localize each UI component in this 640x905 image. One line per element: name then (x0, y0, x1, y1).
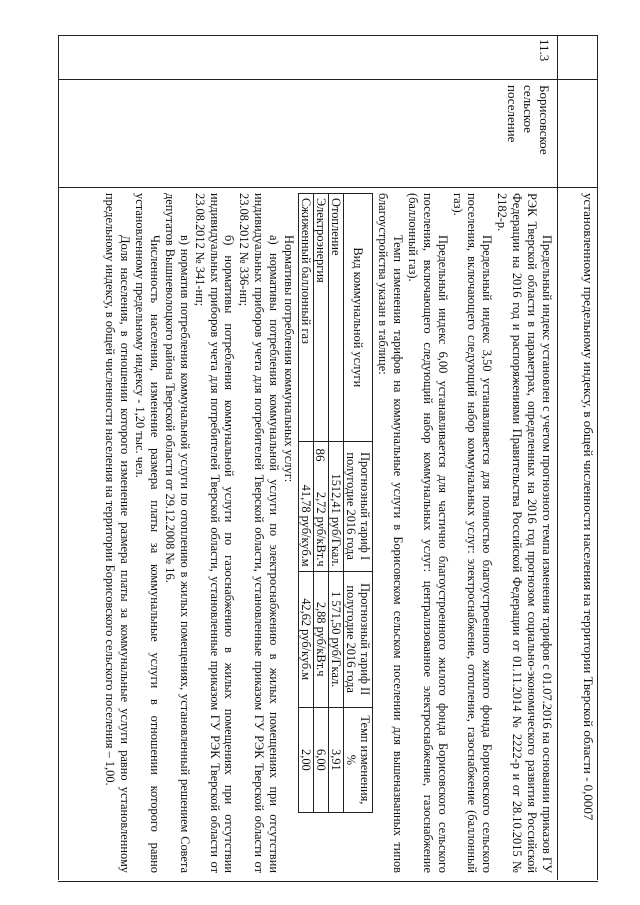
paragraph-norm-gas: б) нормативы потребления коммунальной услуги по газоснабжению в жилых помещениях при отсутствии индивидуальных приборов учета для потребителей Тверской области, установленные приказом ГУ РЭК Тверской области от 23.08.2012 № 341-нп; (192, 193, 237, 873)
table-row (329, 194, 344, 813)
header-tariff-h2: Прогнозный тариф II полугодие 2016 года (344, 571, 373, 707)
paragraph-index-full: Предельный индекс 3,50 устанавливается для полностью благоустроенного жилого фонда Борисовского сельского поселения, включающего следующий набор коммунальных услуг: электроснабжение, отопление, газоснабжение (баллонный газ). (450, 193, 495, 873)
paragraph-population: Численность населения, изменение размера платы за коммунальные услуги в отношении которого равно установленному предельному индексу - 1,20 тыс. чел. (133, 193, 162, 873)
header-change-rate: Темп изменения, % (344, 707, 373, 812)
rotated-page-content (58, 35, 598, 880)
table-row (299, 194, 314, 813)
table-border-top (597, 35, 598, 880)
paragraph-norm-electricity: а) нормативы потребления коммунальной услуги по электроснабжению в жилых помещениях при отсутствии индивидуальных приборов учета для потребителей Тверской области, установленные приказом ГУ РЭК Тверской области от 23.08.2012 № 336-нп; (237, 193, 282, 873)
change-rate-cell: 3,91 (329, 707, 344, 812)
tariff-h2-cell: 1 571,50 руб/Гкал. (329, 571, 344, 707)
change-rate-cell: 6,00 (314, 707, 329, 812)
row-separator (557, 35, 558, 880)
paragraph-table-intro: Темп изменения тарифов на коммунальные услуги в Борисовском сельском поселении для вышеназванных типов благоустройства указан в таблице: (376, 193, 405, 873)
paragraph-population-share: Доля населения, в отношении которого изменение размера платы за коммунальные услуги равно установленному предельному индексу, в общей численности населения на территории Борисовского сельского поселения – 1,00. (103, 193, 133, 873)
paragraph-index-partial: Предельный индекс 6,00 устанавливается для частично благоустроенного жилого фонда Борисовского сельского поселения, включающего следующий набор коммунальных услуг: централизованное электроснабжение, газоснабжение (баллонный газ). (405, 193, 450, 873)
column-separator-1 (58, 79, 598, 80)
header-service: Вид коммунальной услуги (344, 194, 373, 442)
table-header-row (344, 194, 373, 813)
tariff-table (298, 193, 373, 813)
column-separator-2 (58, 187, 598, 188)
service-cell: Отопление (329, 194, 344, 442)
tariff-h1-cell: 2,72 руб/кВт.ч (314, 441, 329, 571)
header-tariff-h1: Прогнозный тариф I полугодие 2016 года (344, 441, 373, 571)
tariff-h2-cell: 2,88 руб/кВт.ч (314, 571, 329, 707)
paragraph-basis: Предельный индекс установлен с учетом прогнозного темпа изменения тарифов с 01.07.2016 на основании приказов ГУ РЭК Тверской области в параметрах, определенных на 2016 год прогнозом социально-экономического развития Российской Федерации на 2016 год и распоряжениями Правительства Российской Федерации от 01.11.2014 № 2222-р и от 28.10.2015 № 2182-р. (495, 193, 554, 873)
tariff-h2-cell: 42,62 руб/куб.м (299, 571, 314, 707)
row-number: 11.3 (537, 39, 552, 62)
table-row (314, 194, 329, 813)
table-border-bottom (58, 35, 59, 880)
previous-row-text: установленному предельному индексу, в общей численности населения на территории Тверской области - 0,0007 (581, 193, 596, 821)
change-rate-cell: 2,00 (299, 707, 314, 812)
tariff-h1-cell: 41,78 руб/куб.м (299, 441, 314, 571)
service-cell: Электроэнергия (314, 194, 329, 442)
paragraph-norms-heading: Нормативы потребления коммунальных услуг: (282, 235, 297, 483)
tariff-h1-cell: 1512,41 руб/Гкал. (329, 441, 344, 571)
row-description (102, 193, 554, 873)
page-number: 86 (313, 448, 328, 462)
settlement-name: Борисовское сельское поселение (505, 85, 552, 155)
paragraph-norm-heating: в) норматив потребления коммунальной услуги по отоплению в жилых помещениях, установленный решением Совета депутатов Вышневолоцкого района Тверской области от 29.12.2008 № 16. (162, 193, 192, 873)
service-cell: Сжиженный баллонный газ (299, 194, 314, 442)
